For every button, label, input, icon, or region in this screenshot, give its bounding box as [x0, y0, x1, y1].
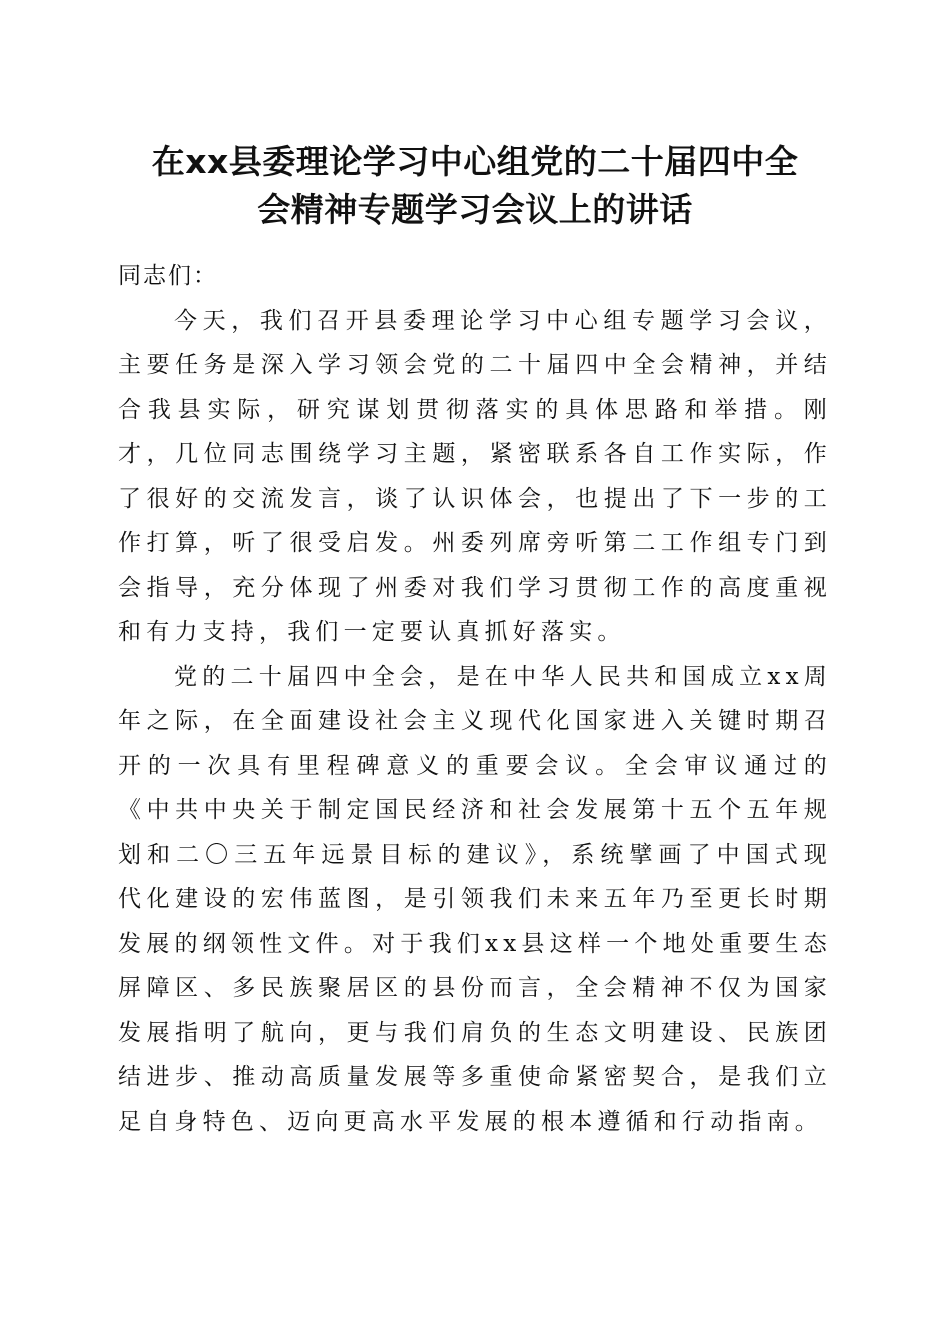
- document-body: [118, 254, 832, 1144]
- paragraph-2: 党的二十届四中全会，是在中华人民共和国成立xx周年之际，在全面建设社会主义现代化国家进入关键时期召开的一次具有里程碑意义的重要会议。全会审议通过的《中共中央关于制定国民经济和社会发展第十五个五年规划和二〇三五年远景目标的建议》，系统擘画了中国式现代化建设的宏伟蓝图，是引领我们未来五年乃至更长时期发展的纲领性文件。对于我们xx县这样一个地处重要生态屏障区、多民族聚居区的县份而言，全会精神不仅为国家发展指明了航向，更与我们肩负的生态文明建设、民族团结进步、推动高质量发展等多重使命紧密契合，是我们立足自身特色、迈向更高水平发展的根本遵循和行动指南。: [118, 663, 832, 1135]
- title-line-2: 会精神专题学习会议上的讲话: [257, 190, 693, 229]
- title-line-1: 在xx县委理论学习中心组党的二十届四中全: [151, 142, 799, 181]
- paragraph-1: 今天，我们召开县委理论学习中心组专题学习会议，主要任务是深入学习领会党的二十届四中全会精神，并结合我县实际，研究谋划贯彻落实的具体思路和举措。刚才，几位同志围绕学习主题，紧密联系各自工作实际，作了很好的交流发言，谈了认识体会，也提出了下一步的工作打算，听了很受启发。州委列席旁听第二工作组专门到会指导，充分体现了州委对我们学习贯彻工作的高度重视和有力支持，我们一定要认真抓好落实。: [118, 307, 832, 645]
- salutation: 同志们：: [118, 263, 218, 289]
- document-title: [118, 138, 832, 234]
